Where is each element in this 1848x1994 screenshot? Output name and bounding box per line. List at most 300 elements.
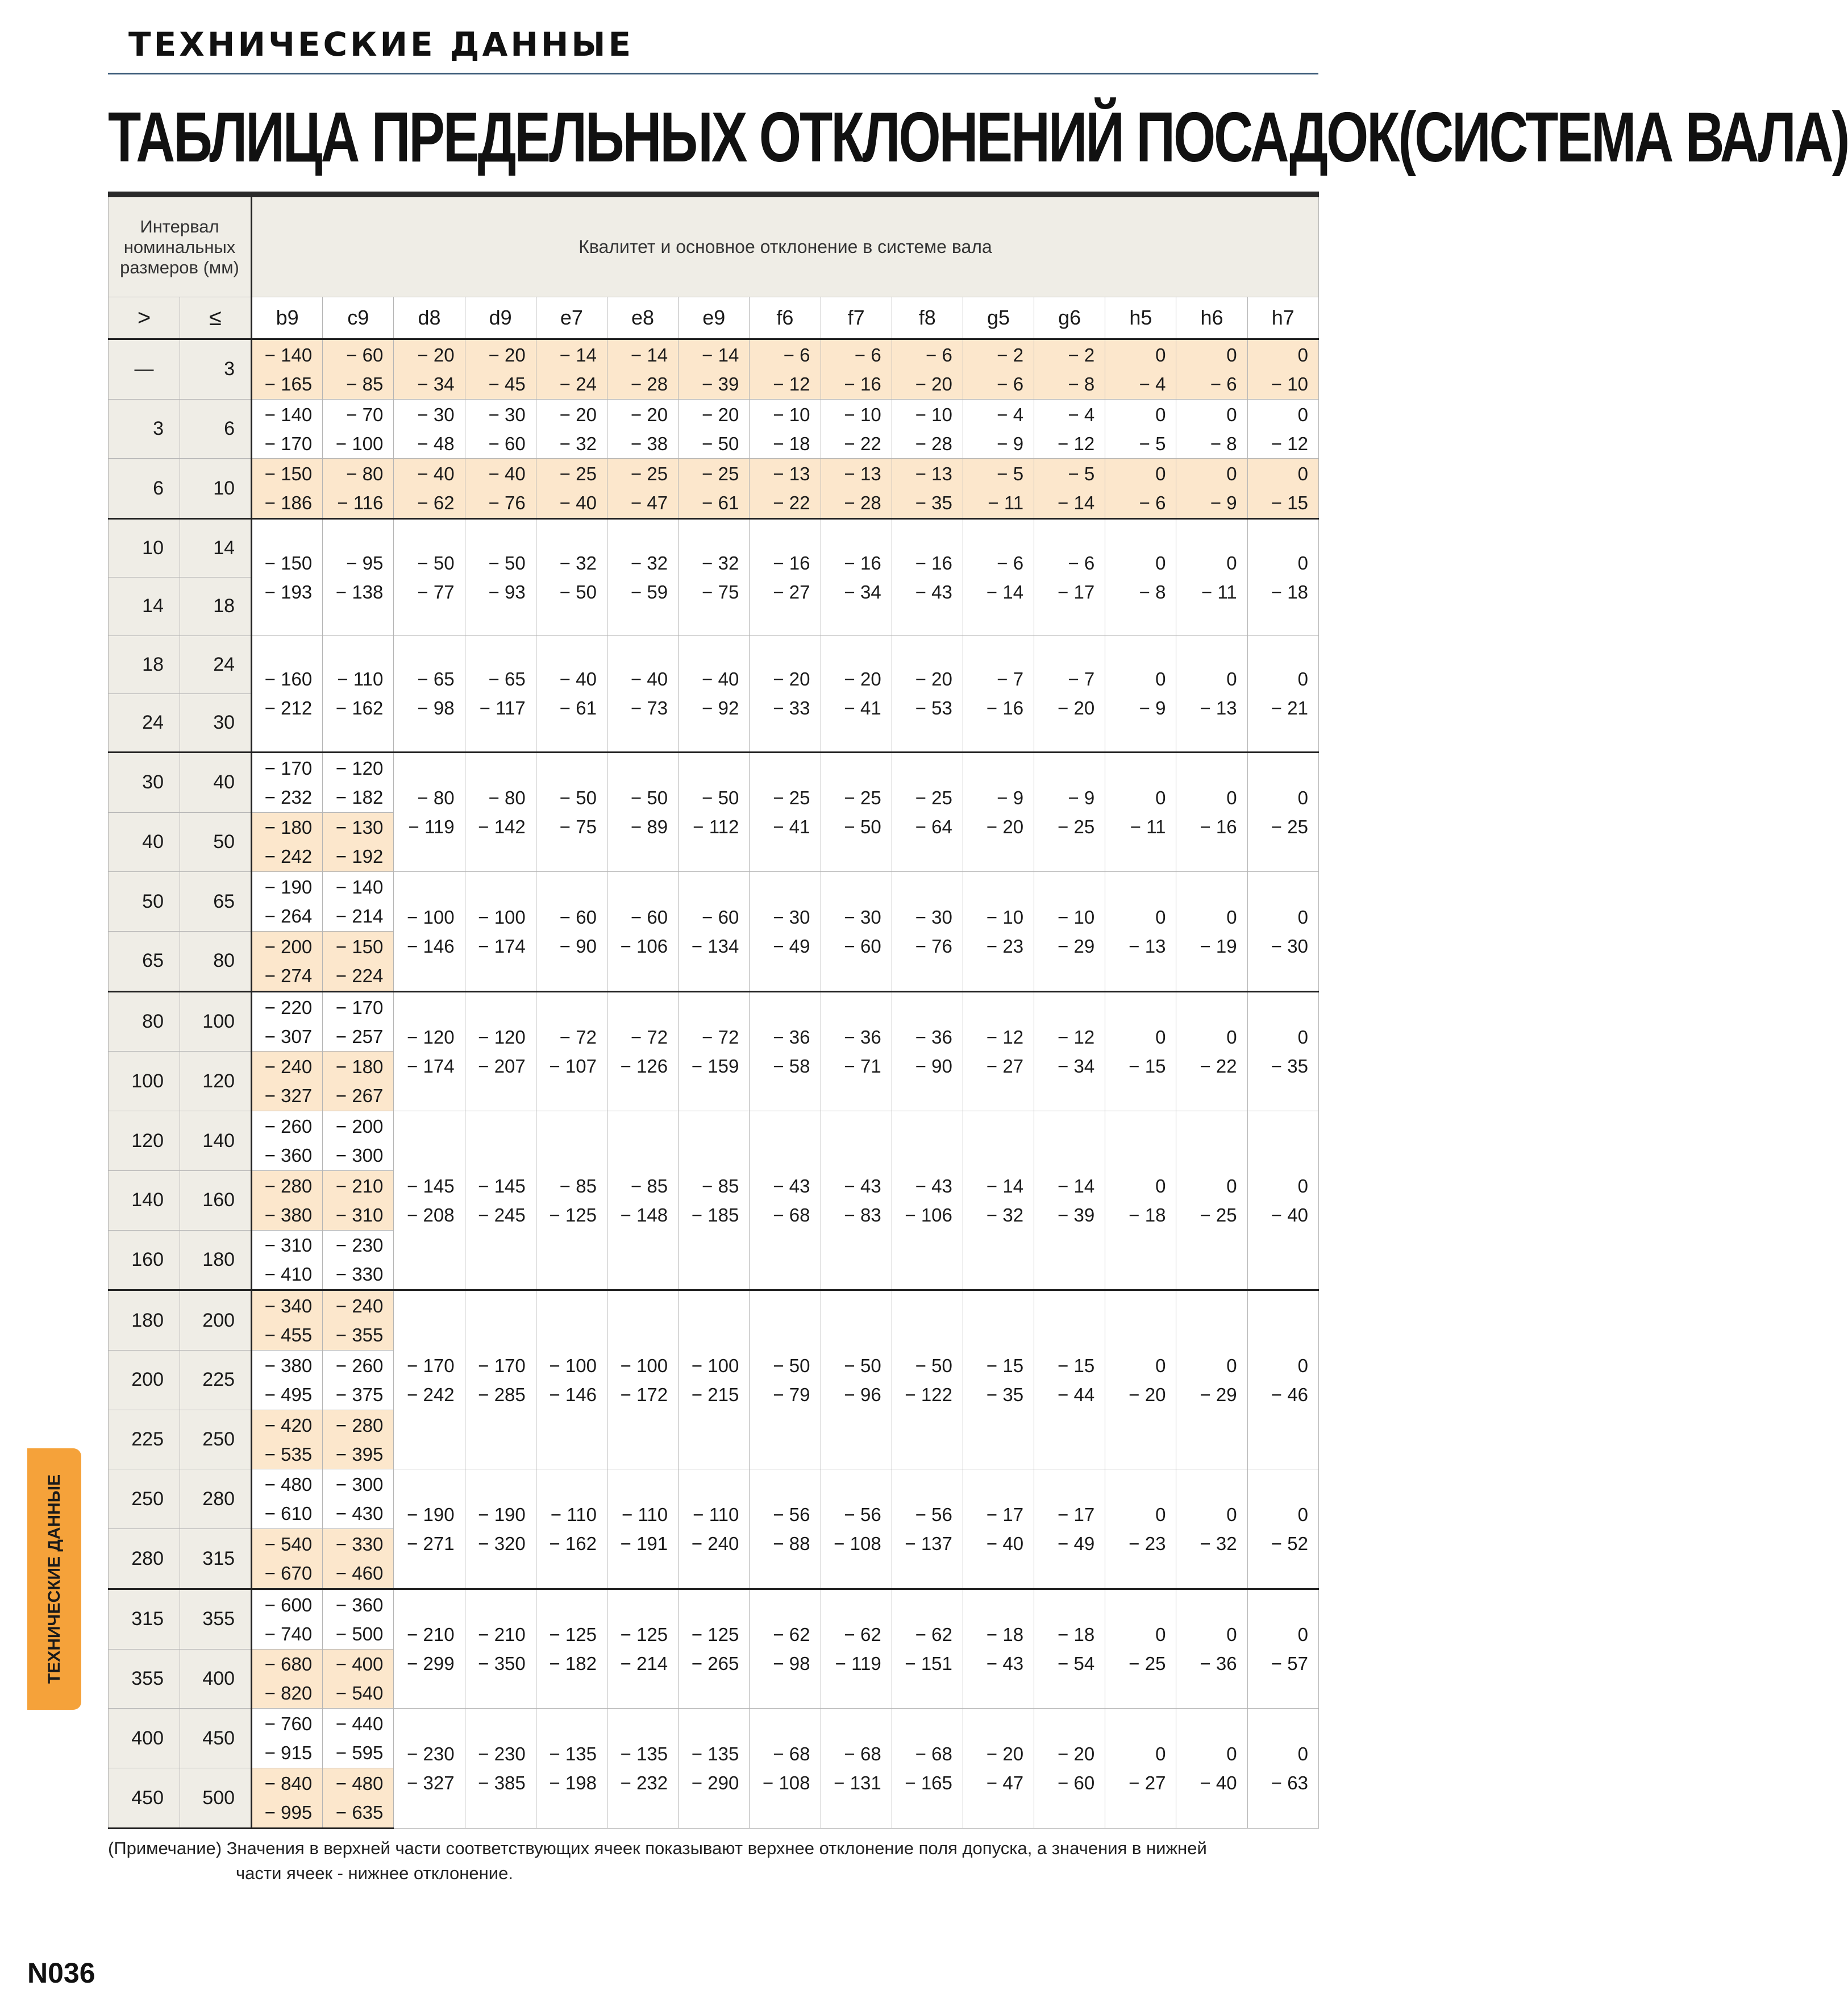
cell-value: − 330 − 460 <box>335 1534 384 1584</box>
cell-f8 <box>892 1709 963 1829</box>
cell-value: − 43 − 83 <box>844 1175 881 1226</box>
size-from: 40 <box>109 812 180 872</box>
cell-e7 <box>536 1111 607 1290</box>
cell-g6 <box>1034 1709 1105 1829</box>
size-to: 6 <box>180 399 252 459</box>
column-header-d8: d8 <box>394 297 465 339</box>
cell-e8 <box>607 339 678 400</box>
column-header-e9: e9 <box>679 297 750 339</box>
cell-value: − 50 − 89 <box>630 787 668 838</box>
cell-e7 <box>536 1469 607 1589</box>
cell-value: − 25 − 41 <box>773 787 810 838</box>
cell-value: − 6 − 16 <box>844 344 881 394</box>
cell-b9 <box>252 932 323 992</box>
size-from: 180 <box>109 1290 180 1351</box>
cell-value: − 65 − 98 <box>417 668 455 719</box>
cell-value: − 50 − 79 <box>773 1355 810 1405</box>
cell-h7 <box>1247 752 1318 871</box>
size-to: 280 <box>180 1469 252 1529</box>
cell-value: − 280 − 380 <box>264 1175 313 1226</box>
cell-value: − 43 − 68 <box>773 1175 810 1226</box>
cell-g5 <box>963 339 1034 400</box>
cell-f6 <box>750 1589 821 1708</box>
cell-f7 <box>821 1290 892 1469</box>
cell-b9 <box>252 399 323 459</box>
cell-g6 <box>1034 635 1105 752</box>
cell-h6 <box>1176 1709 1247 1829</box>
cell-value: − 100 − 215 <box>691 1355 739 1405</box>
cell-c9 <box>323 635 394 752</box>
cell-h5 <box>1105 752 1176 871</box>
cell-value: − 68 − 131 <box>834 1743 881 1794</box>
table-row <box>109 1589 1319 1649</box>
page-title: ТАБЛИЦА ПРЕДЕЛЬНЫХ ОТКЛОНЕНИЙ ПОСАДОК(СИСТЕМА ВАЛА) <box>108 98 1848 177</box>
cell-e8 <box>607 872 678 991</box>
size-from: 100 <box>109 1052 180 1111</box>
cell-value: 0 − 10 <box>1271 344 1308 394</box>
cell-value: − 135 − 232 <box>620 1743 668 1794</box>
cell-b9 <box>252 991 323 1052</box>
cell-value: − 30 − 76 <box>915 906 952 957</box>
cell-c9 <box>323 1170 394 1230</box>
cell-c9 <box>323 1351 394 1410</box>
cell-d9 <box>465 991 536 1111</box>
column-header-h7: h7 <box>1247 297 1318 339</box>
cell-value: − 80 − 116 <box>337 463 384 514</box>
cell-e7 <box>536 752 607 871</box>
cell-value: 0 − 16 <box>1200 787 1237 838</box>
cell-h5 <box>1105 399 1176 459</box>
cell-value: − 50 − 96 <box>844 1355 881 1405</box>
cell-d8 <box>394 459 465 519</box>
cell-h6 <box>1176 459 1247 519</box>
size-to: 500 <box>180 1768 252 1829</box>
cell-h7 <box>1247 519 1318 635</box>
cell-d8 <box>394 399 465 459</box>
size-to: 450 <box>180 1709 252 1768</box>
cell-value: − 20 − 47 <box>986 1743 1024 1794</box>
cell-e8 <box>607 1290 678 1469</box>
cell-value: − 230 − 330 <box>335 1235 384 1285</box>
column-header-f7: f7 <box>821 297 892 339</box>
cell-e9 <box>679 459 750 519</box>
cell-value: − 85 − 125 <box>549 1175 597 1226</box>
cell-e8 <box>607 635 678 752</box>
quality-header: Квалитет и основное отклонение в системе вала <box>252 194 1319 297</box>
cell-value: − 110 − 162 <box>335 668 384 719</box>
table-row <box>109 872 1319 932</box>
cell-value: − 40 − 73 <box>630 668 668 719</box>
cell-value: − 190 − 320 <box>478 1503 526 1554</box>
cell-g5 <box>963 459 1034 519</box>
cell-value: − 25 − 64 <box>915 787 952 838</box>
cell-value: − 70 − 100 <box>335 404 384 454</box>
cell-e7 <box>536 1709 607 1829</box>
size-to: 140 <box>180 1111 252 1171</box>
cell-value: − 230 − 385 <box>478 1743 526 1794</box>
cell-b9 <box>252 1709 323 1768</box>
cell-b9 <box>252 519 323 635</box>
cell-f6 <box>750 872 821 991</box>
cell-b9 <box>252 635 323 752</box>
cell-value: 0 − 20 <box>1129 1355 1166 1405</box>
size-from: 250 <box>109 1469 180 1529</box>
cell-d8 <box>394 635 465 752</box>
cell-value: − 100 − 172 <box>620 1355 668 1405</box>
cell-value: − 16 − 27 <box>773 552 810 603</box>
cell-h7 <box>1247 1469 1318 1589</box>
cell-d8 <box>394 339 465 400</box>
column-header-less-equal: ≤ <box>180 297 252 339</box>
cell-value: − 20 − 33 <box>773 668 810 719</box>
cell-value: − 80 − 119 <box>408 787 455 838</box>
cell-value: − 160 − 212 <box>264 668 313 719</box>
cell-value: − 56 − 88 <box>773 1503 810 1554</box>
cell-e8 <box>607 1469 678 1589</box>
table-row <box>109 519 1319 578</box>
cell-value: − 18 − 43 <box>986 1624 1024 1675</box>
cell-value: − 20 − 50 <box>702 404 739 454</box>
cell-g5 <box>963 991 1034 1111</box>
cell-b9 <box>252 1290 323 1351</box>
cell-b9 <box>252 339 323 400</box>
cell-d8 <box>394 1290 465 1469</box>
cell-value: − 5 − 14 <box>1058 463 1095 514</box>
cell-d9 <box>465 339 536 400</box>
cell-e9 <box>679 519 750 635</box>
cell-b9 <box>252 1170 323 1230</box>
cell-e7 <box>536 1290 607 1469</box>
cell-c9 <box>323 1768 394 1829</box>
column-header-h5: h5 <box>1105 297 1176 339</box>
cell-value: 0 − 19 <box>1200 906 1237 957</box>
size-to: 3 <box>180 339 252 400</box>
cell-value: − 170 − 232 <box>264 757 313 808</box>
size-from: 355 <box>109 1649 180 1709</box>
cell-value: − 135 − 290 <box>691 1743 739 1794</box>
cell-f7 <box>821 752 892 871</box>
cell-value: − 210 − 350 <box>478 1624 526 1675</box>
column-header-greater: > <box>109 297 180 339</box>
cell-value: − 50 − 77 <box>417 552 455 603</box>
size-from: 18 <box>109 635 180 694</box>
cell-value: − 220 − 307 <box>264 996 313 1047</box>
cell-value: − 6 − 17 <box>1058 552 1095 603</box>
cell-b9 <box>252 459 323 519</box>
cell-e7 <box>536 1589 607 1708</box>
cell-value: 0 − 35 <box>1271 1026 1308 1077</box>
cell-e9 <box>679 1589 750 1708</box>
column-header-d9: d9 <box>465 297 536 339</box>
cell-value: − 32 − 75 <box>702 552 739 603</box>
cell-value: − 145 − 245 <box>478 1175 526 1226</box>
size-to: 24 <box>180 635 252 694</box>
cell-e9 <box>679 635 750 752</box>
cell-value: 0 − 18 <box>1271 552 1308 603</box>
cell-h6 <box>1176 752 1247 871</box>
size-to: 400 <box>180 1649 252 1709</box>
cell-f8 <box>892 1111 963 1290</box>
cell-f7 <box>821 519 892 635</box>
cell-value: − 10 − 28 <box>915 404 952 454</box>
cell-d9 <box>465 1709 536 1829</box>
cell-value: − 50 − 93 <box>488 552 526 603</box>
cell-f7 <box>821 635 892 752</box>
cell-value: 0 − 25 <box>1200 1175 1237 1226</box>
cell-value: − 50 − 75 <box>559 787 597 838</box>
cell-value: − 7 − 20 <box>1058 668 1095 719</box>
cell-f7 <box>821 1469 892 1589</box>
table-row <box>109 399 1319 459</box>
cell-g6 <box>1034 459 1105 519</box>
size-to: 100 <box>180 991 252 1052</box>
cell-e9 <box>679 339 750 400</box>
cell-value: − 20 − 60 <box>1058 1743 1095 1794</box>
cell-f6 <box>750 635 821 752</box>
size-to: 120 <box>180 1052 252 1111</box>
cell-g6 <box>1034 1589 1105 1708</box>
cell-value: 0 − 5 <box>1139 404 1166 454</box>
cell-value: − 10 − 22 <box>844 404 881 454</box>
column-header-c9: c9 <box>323 297 394 339</box>
cell-h5 <box>1105 1589 1176 1708</box>
cell-c9 <box>323 1709 394 1768</box>
cell-d8 <box>394 519 465 635</box>
cell-value: − 36 − 90 <box>915 1026 952 1077</box>
table-row <box>109 991 1319 1052</box>
cell-c9 <box>323 339 394 400</box>
cell-value: − 130 − 192 <box>335 817 384 867</box>
cell-f7 <box>821 339 892 400</box>
cell-h6 <box>1176 872 1247 991</box>
cell-e7 <box>536 519 607 635</box>
cell-e7 <box>536 459 607 519</box>
cell-e8 <box>607 519 678 635</box>
cell-h6 <box>1176 991 1247 1111</box>
cell-f8 <box>892 459 963 519</box>
cell-value: − 480 − 635 <box>335 1773 384 1823</box>
cell-e7 <box>536 399 607 459</box>
cell-value: 0 − 13 <box>1129 906 1166 957</box>
cell-value: − 125 − 182 <box>549 1624 597 1675</box>
cell-value: − 120 − 174 <box>407 1026 455 1077</box>
size-from: 3 <box>109 399 180 459</box>
cell-h6 <box>1176 1290 1247 1469</box>
column-header-h6: h6 <box>1176 297 1247 339</box>
size-from: 450 <box>109 1768 180 1829</box>
cell-e7 <box>536 991 607 1111</box>
cell-value: − 16 − 34 <box>844 552 881 603</box>
size-to: 200 <box>180 1290 252 1351</box>
cell-value: − 15 − 44 <box>1058 1355 1095 1405</box>
cell-b9 <box>252 1768 323 1829</box>
cell-value: − 100 − 174 <box>478 906 526 957</box>
cell-value: − 62 − 151 <box>905 1624 952 1675</box>
cell-c9 <box>323 1410 394 1469</box>
cell-value: − 30 − 49 <box>773 906 810 957</box>
size-from: 200 <box>109 1351 180 1410</box>
cell-value: − 60 − 106 <box>620 906 668 957</box>
cell-value: − 210 − 310 <box>335 1175 384 1226</box>
cell-value: − 85 − 185 <box>691 1175 739 1226</box>
cell-h5 <box>1105 339 1176 400</box>
size-from: 14 <box>109 577 180 635</box>
cell-h6 <box>1176 1469 1247 1589</box>
size-from: 65 <box>109 932 180 992</box>
cell-h7 <box>1247 459 1318 519</box>
cell-value: 0 − 15 <box>1129 1026 1166 1077</box>
cell-value: − 100 − 146 <box>549 1355 597 1405</box>
cell-value: 0 − 4 <box>1139 344 1166 394</box>
cell-c9 <box>323 1230 394 1290</box>
cell-g5 <box>963 1111 1034 1290</box>
cell-f6 <box>750 1111 821 1290</box>
size-from: 30 <box>109 752 180 812</box>
cell-b9 <box>252 1111 323 1171</box>
size-from: 50 <box>109 872 180 932</box>
cell-value: − 310 − 410 <box>264 1235 313 1285</box>
cell-d9 <box>465 1111 536 1290</box>
interval-header: Интервал номинальных размеров (мм) <box>109 194 252 297</box>
cell-value: 0 − 40 <box>1271 1175 1308 1226</box>
cell-value: − 150 − 193 <box>264 552 313 603</box>
cell-value: − 9 − 20 <box>986 787 1024 838</box>
cell-value: − 40 − 92 <box>702 668 739 719</box>
cell-value: − 65 − 117 <box>479 668 526 719</box>
cell-value: 0 − 22 <box>1200 1026 1237 1077</box>
column-header-g5: g5 <box>963 297 1034 339</box>
cell-value: − 30 − 48 <box>417 404 455 454</box>
cell-b9 <box>252 1052 323 1111</box>
cell-c9 <box>323 932 394 992</box>
cell-g6 <box>1034 339 1105 400</box>
cell-value: − 40 − 61 <box>559 668 597 719</box>
column-header-e7: e7 <box>536 297 607 339</box>
cell-value: − 210 − 299 <box>407 1624 455 1675</box>
cell-value: − 4 − 12 <box>1058 404 1095 454</box>
table-row <box>109 1111 1319 1171</box>
size-to: 225 <box>180 1351 252 1410</box>
cell-value: − 14 − 24 <box>559 344 597 394</box>
size-to: 14 <box>180 519 252 578</box>
size-to: 315 <box>180 1529 252 1589</box>
cell-value: − 60 − 85 <box>346 344 384 394</box>
cell-value: − 62 − 119 <box>835 1624 881 1675</box>
cell-value: − 480 − 610 <box>264 1474 313 1524</box>
cell-value: − 15 − 35 <box>986 1355 1024 1405</box>
cell-h7 <box>1247 339 1318 400</box>
cell-c9 <box>323 1290 394 1351</box>
cell-value: 0 − 9 <box>1210 463 1237 514</box>
cell-value: − 14 − 39 <box>702 344 739 394</box>
cell-c9 <box>323 459 394 519</box>
section-tab[interactable] <box>27 1448 81 1710</box>
cell-value: − 50 − 112 <box>693 787 739 838</box>
cell-value: 0 − 57 <box>1271 1624 1308 1675</box>
cell-h6 <box>1176 339 1247 400</box>
cell-d9 <box>465 519 536 635</box>
cell-value: − 95 − 138 <box>335 552 384 603</box>
cell-e7 <box>536 635 607 752</box>
cell-e9 <box>679 752 750 871</box>
size-to: 180 <box>180 1230 252 1290</box>
cell-value: − 17 − 49 <box>1058 1503 1095 1554</box>
cell-value: − 60 − 90 <box>559 906 597 957</box>
cell-value: − 20 − 32 <box>559 404 597 454</box>
cell-f7 <box>821 1589 892 1708</box>
cell-value: − 13 − 28 <box>844 463 881 514</box>
cell-value: − 25 − 40 <box>559 463 597 514</box>
cell-value: − 16 − 43 <box>915 552 952 603</box>
cell-value: − 200 − 300 <box>335 1116 384 1166</box>
cell-value: − 200 − 274 <box>264 936 313 986</box>
size-from: 120 <box>109 1111 180 1171</box>
cell-e8 <box>607 1111 678 1290</box>
size-to: 10 <box>180 459 252 519</box>
cell-value: − 14 − 28 <box>630 344 668 394</box>
cell-c9 <box>323 1529 394 1589</box>
size-from: 315 <box>109 1589 180 1649</box>
size-to: 80 <box>180 932 252 992</box>
cell-value: − 380 − 495 <box>264 1355 313 1405</box>
cell-value: − 20 − 41 <box>844 668 881 719</box>
cell-value: − 36 − 58 <box>773 1026 810 1077</box>
cell-e8 <box>607 399 678 459</box>
cell-d9 <box>465 1290 536 1469</box>
cell-value: − 9 − 25 <box>1058 787 1095 838</box>
cell-b9 <box>252 1589 323 1649</box>
cell-f8 <box>892 752 963 871</box>
cell-c9 <box>323 399 394 459</box>
cell-h5 <box>1105 519 1176 635</box>
cell-value: − 10 − 23 <box>986 906 1024 957</box>
cell-c9 <box>323 519 394 635</box>
cell-value: − 20 − 34 <box>417 344 455 394</box>
cell-b9 <box>252 1469 323 1529</box>
cell-f8 <box>892 339 963 400</box>
cell-value: − 72 − 107 <box>549 1026 597 1077</box>
cell-value: − 125 − 265 <box>691 1624 739 1675</box>
cell-value: − 12 − 27 <box>986 1026 1024 1077</box>
cell-value: − 56 − 137 <box>905 1503 952 1554</box>
cell-value: − 120 − 182 <box>335 757 384 808</box>
cell-value: − 170 − 285 <box>478 1355 526 1405</box>
cell-value: 0 − 36 <box>1200 1624 1237 1675</box>
cell-e8 <box>607 991 678 1111</box>
cell-c9 <box>323 1649 394 1709</box>
size-to: 40 <box>180 752 252 812</box>
cell-h6 <box>1176 1589 1247 1708</box>
cell-value: − 17 − 40 <box>986 1503 1024 1554</box>
cell-value: − 150 − 224 <box>335 936 384 986</box>
cell-c9 <box>323 1111 394 1171</box>
cell-h7 <box>1247 1709 1318 1829</box>
cell-value: 0 − 25 <box>1129 1624 1166 1675</box>
cell-b9 <box>252 1351 323 1410</box>
cell-d9 <box>465 752 536 871</box>
cell-d9 <box>465 399 536 459</box>
footnote-line-1: (Примечание) Значения в верхней части соответствующих ячеек показывают верхнее отклонение поля допуска, а значения в нижней <box>108 1838 1207 1858</box>
cell-value: − 4 − 9 <box>997 404 1024 454</box>
cell-value: 0 − 13 <box>1200 668 1237 719</box>
cell-f7 <box>821 1709 892 1829</box>
cell-e7 <box>536 339 607 400</box>
cell-h5 <box>1105 1290 1176 1469</box>
cell-d9 <box>465 1469 536 1589</box>
cell-value: − 10 − 29 <box>1058 906 1095 957</box>
cell-f6 <box>750 1290 821 1469</box>
cell-g6 <box>1034 872 1105 991</box>
